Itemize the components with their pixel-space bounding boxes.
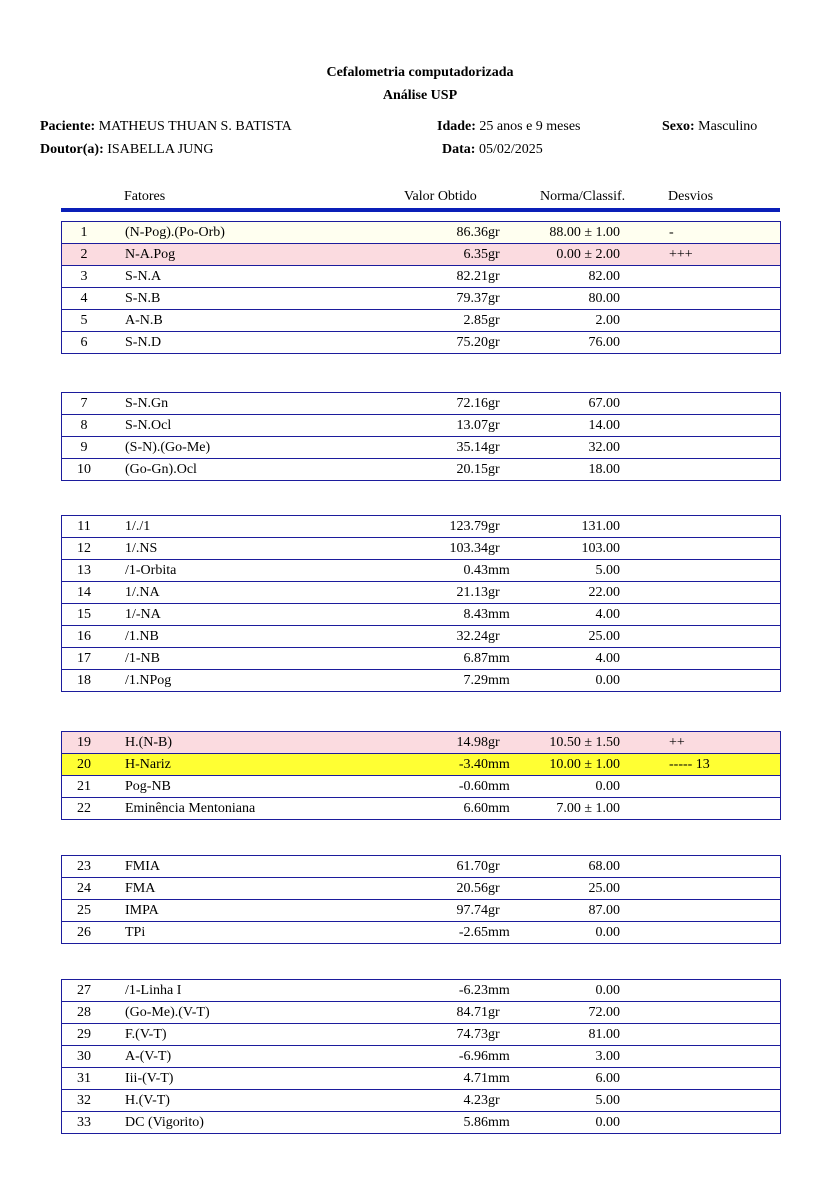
factor-name: DC (Vigorito) xyxy=(125,1115,204,1130)
obtained-value: 79.37 xyxy=(456,291,488,306)
value-unit: gr xyxy=(488,1027,500,1042)
row-number: 26 xyxy=(77,925,91,940)
row-number: 15 xyxy=(77,607,91,622)
norm-value: 0.00 xyxy=(595,1115,620,1130)
factor-group-1 xyxy=(61,221,781,354)
factor-group-6 xyxy=(61,979,781,1134)
factor-name: /1.NB xyxy=(125,629,159,644)
obtained-value: -0.60 xyxy=(458,779,488,794)
factor-name: H.(N-B) xyxy=(125,735,173,750)
value-unit: mm xyxy=(488,779,510,794)
factor-name: F.(V-T) xyxy=(125,1027,167,1042)
row-number: 2 xyxy=(80,247,88,262)
row-number: 21 xyxy=(77,779,91,794)
value-unit: mm xyxy=(488,1115,510,1130)
value-unit: mm xyxy=(488,801,510,816)
value-unit: gr xyxy=(488,462,500,477)
value-unit: gr xyxy=(488,1093,500,1108)
table-row xyxy=(62,288,780,310)
value-unit: gr xyxy=(488,881,500,896)
obtained-value: 6.35 xyxy=(463,247,488,262)
table-row xyxy=(62,244,780,266)
factor-name: /1-NB xyxy=(125,651,160,666)
norm-value: 68.00 xyxy=(588,859,620,874)
value-unit: gr xyxy=(488,585,500,600)
table-row xyxy=(62,582,780,604)
factor-group-4 xyxy=(61,731,781,820)
factor-name: /1-Orbita xyxy=(125,563,177,578)
value-unit: gr xyxy=(488,1005,500,1020)
table-row xyxy=(62,415,780,437)
norm-value: 18.00 xyxy=(588,462,620,477)
factor-name: S-N.A xyxy=(125,269,162,284)
obtained-value: 32.24 xyxy=(456,629,488,644)
obtained-value: 103.34 xyxy=(449,541,488,556)
norm-value: 25.00 xyxy=(588,629,620,644)
norm-value: 22.00 xyxy=(588,585,620,600)
deviation: - xyxy=(669,225,674,240)
row-number: 31 xyxy=(77,1071,91,1086)
value-unit: gr xyxy=(488,313,500,328)
table-row xyxy=(62,900,780,922)
obtained-value: 61.70 xyxy=(456,859,488,874)
obtained-value: 97.74 xyxy=(456,903,488,918)
table-row xyxy=(62,437,780,459)
table-row xyxy=(62,1024,780,1046)
obtained-value: -2.65 xyxy=(458,925,488,940)
obtained-value: 35.14 xyxy=(456,440,488,455)
factor-group-5 xyxy=(61,855,781,944)
data-label: Data: xyxy=(442,142,476,157)
doutor-value: ISABELLA JUNG xyxy=(107,142,214,157)
row-number: 16 xyxy=(77,629,91,644)
norm-value: 82.00 xyxy=(588,269,620,284)
factor-name: /1-Linha I xyxy=(125,983,182,998)
obtained-value: 21.13 xyxy=(456,585,488,600)
norm-value: 32.00 xyxy=(588,440,620,455)
factor-name: 1/.NA xyxy=(125,585,160,600)
factor-name: S-N.Ocl xyxy=(125,418,172,433)
row-number: 5 xyxy=(80,313,88,328)
idade-label: Idade: xyxy=(437,119,476,134)
obtained-value: 86.36 xyxy=(456,225,488,240)
obtained-value: 82.21 xyxy=(456,269,488,284)
norm-value: 5.00 xyxy=(595,563,620,578)
value-unit: gr xyxy=(488,418,500,433)
row-number: 17 xyxy=(77,651,91,666)
table-row xyxy=(62,1090,780,1112)
value-unit: gr xyxy=(488,247,500,262)
obtained-value: 13.07 xyxy=(456,418,488,433)
table-row xyxy=(62,776,780,798)
col-header-norma: Norma/Classif. xyxy=(540,189,626,204)
value-unit: gr xyxy=(488,859,500,874)
obtained-value: 20.15 xyxy=(456,462,488,477)
obtained-value: -6.23 xyxy=(458,983,488,998)
value-unit: gr xyxy=(488,291,500,306)
factor-name: H-Nariz xyxy=(125,757,171,772)
norm-value: 10.50 ± 1.50 xyxy=(549,735,620,750)
row-number: 32 xyxy=(77,1093,91,1108)
doutor-label: Doutor(a): xyxy=(40,142,104,157)
table-row xyxy=(62,459,780,481)
factor-name: 1/-NA xyxy=(125,607,161,622)
obtained-value: 0.43 xyxy=(463,563,488,578)
obtained-value: 8.43 xyxy=(463,607,488,622)
table-row xyxy=(62,1046,780,1068)
row-number: 4 xyxy=(80,291,88,306)
norm-value: 25.00 xyxy=(588,881,620,896)
factor-name: 1/./1 xyxy=(125,519,151,534)
factor-name: S-N.D xyxy=(125,335,162,350)
sexo-value: Masculino xyxy=(698,119,758,134)
value-unit: mm xyxy=(488,925,510,940)
norm-value: 76.00 xyxy=(588,335,620,350)
factor-name: FMIA xyxy=(125,859,161,874)
obtained-value: 5.86 xyxy=(463,1115,488,1130)
row-number: 10 xyxy=(77,462,91,477)
factor-name: Eminência Mentoniana xyxy=(125,801,256,816)
factor-name: N-A.Pog xyxy=(125,247,176,262)
norm-value: 0.00 xyxy=(595,925,620,940)
row-number: 23 xyxy=(77,859,91,874)
row-number: 25 xyxy=(77,903,91,918)
factor-name: A-(V-T) xyxy=(125,1049,172,1064)
norm-value: 0.00 ± 2.00 xyxy=(556,247,620,262)
table-row xyxy=(62,648,780,670)
factor-name: FMA xyxy=(125,881,156,896)
table-row xyxy=(62,1002,780,1024)
factor-name: Pog-NB xyxy=(125,779,171,794)
paciente-line xyxy=(40,119,292,135)
row-number: 8 xyxy=(80,418,88,433)
row-number: 28 xyxy=(77,1005,91,1020)
data-value: 05/02/2025 xyxy=(478,142,543,157)
factor-group-2 xyxy=(61,392,781,481)
norm-value: 103.00 xyxy=(581,541,620,556)
obtained-value: 4.71 xyxy=(463,1071,488,1086)
value-unit: gr xyxy=(488,541,500,556)
obtained-value: 123.79 xyxy=(449,519,488,534)
table-row xyxy=(62,538,780,560)
value-unit: mm xyxy=(488,651,510,666)
row-number: 1 xyxy=(80,225,88,240)
factor-name: H.(V-T) xyxy=(125,1093,170,1108)
table-row xyxy=(62,670,780,692)
table-row xyxy=(62,856,780,878)
row-number: 24 xyxy=(77,881,91,896)
row-number: 20 xyxy=(77,757,91,772)
factor-name: 1/.NS xyxy=(125,541,158,556)
table-row xyxy=(62,1112,780,1134)
page-title: Cefalometria computadorizada xyxy=(326,65,514,80)
obtained-value: 7.29 xyxy=(463,673,488,688)
row-number: 29 xyxy=(77,1027,91,1042)
norm-value: 14.00 xyxy=(588,418,620,433)
obtained-value: -3.40 xyxy=(458,757,488,772)
table-row xyxy=(62,222,780,244)
value-unit: mm xyxy=(488,607,510,622)
norm-value: 5.00 xyxy=(595,1093,620,1108)
table-row xyxy=(62,980,780,1002)
norm-value: 4.00 xyxy=(595,607,620,622)
obtained-value: 6.87 xyxy=(463,651,488,666)
norm-value: 0.00 xyxy=(595,779,620,794)
value-unit: mm xyxy=(488,673,510,688)
sexo-line xyxy=(662,119,757,135)
data-line xyxy=(442,142,543,158)
obtained-value: 84.71 xyxy=(456,1005,488,1020)
deviation: +++ xyxy=(669,247,693,262)
value-unit: gr xyxy=(488,396,500,411)
obtained-value: 72.16 xyxy=(456,396,488,411)
obtained-value: 14.98 xyxy=(456,735,488,750)
table-row xyxy=(62,626,780,648)
factor-name: (S-N).(Go-Me) xyxy=(125,440,211,455)
col-header-valor: Valor Obtido xyxy=(404,189,477,204)
value-unit: gr xyxy=(488,335,500,350)
norm-value: 7.00 ± 1.00 xyxy=(556,801,620,816)
deviation: ++ xyxy=(669,735,685,750)
value-unit: mm xyxy=(488,757,510,772)
deviation: ----- 13 xyxy=(669,757,710,772)
obtained-value: 74.73 xyxy=(456,1027,488,1042)
table-row xyxy=(62,604,780,626)
norm-value: 88.00 ± 1.00 xyxy=(549,225,620,240)
factor-name: TPi xyxy=(125,925,146,940)
norm-value: 131.00 xyxy=(581,519,620,534)
obtained-value: 6.60 xyxy=(463,801,488,816)
value-unit: gr xyxy=(488,629,500,644)
table-row xyxy=(62,1068,780,1090)
norm-value: 0.00 xyxy=(595,673,620,688)
row-number: 12 xyxy=(77,541,91,556)
value-unit: mm xyxy=(488,983,510,998)
row-number: 14 xyxy=(77,585,91,600)
table-row xyxy=(62,878,780,900)
value-unit: gr xyxy=(488,269,500,284)
row-number: 33 xyxy=(77,1115,91,1130)
factor-name: (Go-Gn).Ocl xyxy=(125,462,197,477)
sexo-label: Sexo: xyxy=(662,119,695,134)
value-unit: mm xyxy=(488,1071,510,1086)
paciente-value: MATHEUS THUAN S. BATISTA xyxy=(98,119,292,134)
table-row xyxy=(62,754,780,776)
col-header-desvios: Desvios xyxy=(668,189,714,204)
row-number: 30 xyxy=(77,1049,91,1064)
norm-value: 80.00 xyxy=(588,291,620,306)
row-number: 7 xyxy=(80,396,88,411)
row-number: 13 xyxy=(77,563,91,578)
value-unit: gr xyxy=(488,225,500,240)
obtained-value: 2.85 xyxy=(463,313,488,328)
norm-value: 4.00 xyxy=(595,651,620,666)
header-divider xyxy=(61,208,780,212)
factor-name: Iii-(V-T) xyxy=(125,1071,174,1086)
factor-name: IMPA xyxy=(125,903,159,918)
paciente-label: Paciente: xyxy=(40,119,96,134)
factor-name: (N-Pog).(Po-Orb) xyxy=(125,225,225,240)
obtained-value: 4.23 xyxy=(463,1093,488,1108)
norm-value: 0.00 xyxy=(595,983,620,998)
row-number: 19 xyxy=(77,735,91,750)
table-row xyxy=(62,393,780,415)
row-number: 18 xyxy=(77,673,91,688)
page-subtitle: Análise USP xyxy=(382,88,458,103)
norm-value: 2.00 xyxy=(595,313,620,328)
table-row xyxy=(62,922,780,944)
value-unit: gr xyxy=(488,735,500,750)
table-row xyxy=(62,516,780,538)
idade-line xyxy=(437,119,581,135)
row-number: 3 xyxy=(80,269,88,284)
value-unit: gr xyxy=(488,903,500,918)
norm-value: 87.00 xyxy=(588,903,620,918)
norm-value: 81.00 xyxy=(588,1027,620,1042)
obtained-value: -6.96 xyxy=(458,1049,488,1064)
row-number: 22 xyxy=(77,801,91,816)
norm-value: 3.00 xyxy=(595,1049,620,1064)
table-row xyxy=(62,266,780,288)
value-unit: mm xyxy=(488,1049,510,1064)
factor-name: A-N.B xyxy=(125,313,163,328)
table-row xyxy=(62,332,780,354)
obtained-value: 20.56 xyxy=(456,881,488,896)
factor-name: (Go-Me).(V-T) xyxy=(125,1005,210,1020)
table-row xyxy=(62,560,780,582)
row-number: 27 xyxy=(77,983,91,998)
norm-value: 67.00 xyxy=(588,396,620,411)
factor-name: S-N.B xyxy=(125,291,161,306)
row-number: 6 xyxy=(80,335,88,350)
col-header-fatores: Fatores xyxy=(124,189,166,204)
obtained-value: 75.20 xyxy=(456,335,488,350)
idade-value: 25 anos e 9 meses xyxy=(479,119,581,134)
doutor-line xyxy=(40,142,213,158)
factor-group-3 xyxy=(61,515,781,692)
table-row xyxy=(62,310,780,332)
row-number: 9 xyxy=(80,440,88,455)
table-row xyxy=(62,732,780,754)
factor-name: S-N.Gn xyxy=(125,396,169,411)
factor-name: /1.NPog xyxy=(125,673,172,688)
value-unit: gr xyxy=(488,440,500,455)
norm-value: 6.00 xyxy=(595,1071,620,1086)
value-unit: gr xyxy=(488,519,500,534)
row-number: 11 xyxy=(77,519,91,534)
norm-value: 72.00 xyxy=(588,1005,620,1020)
value-unit: mm xyxy=(488,563,510,578)
table-row xyxy=(62,798,780,820)
norm-value: 10.00 ± 1.00 xyxy=(549,757,620,772)
